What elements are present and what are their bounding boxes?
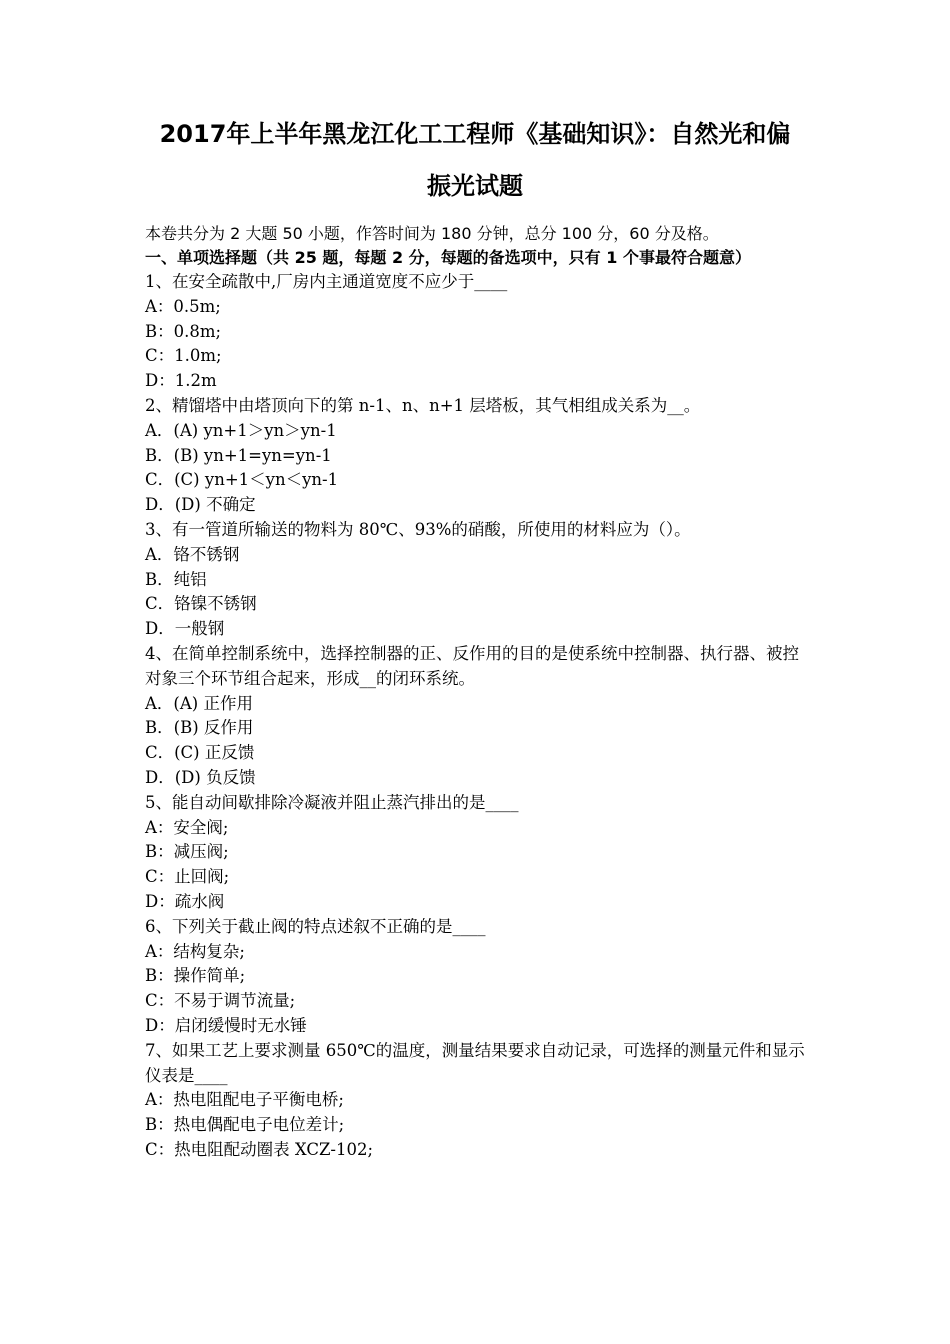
- question-option: A．(A) yn+1＞yn＞yn-1: [145, 420, 337, 440]
- question-4: [145, 642, 810, 791]
- question-option: C：止回阀;: [145, 867, 230, 887]
- question-option: B．(B) yn+1=yn=yn-1: [145, 445, 332, 465]
- question-stem: 5、能自动间歇排除冷凝液并阻止蒸汽排出的是____: [145, 792, 519, 812]
- question-option: A．铬不锈钢: [145, 544, 240, 564]
- section-heading: 一、单项选择题（共 25 题，每题 2 分，每题的备选项中，只有 1 个事最符合题意）: [145, 248, 751, 267]
- document-title-line-2: 振光试题: [427, 172, 523, 200]
- document-body: [145, 222, 810, 1163]
- question-stem: 1、在安全疏散中,厂房内主通道宽度不应少于____: [145, 272, 508, 291]
- question-option: B．(B) 反作用: [145, 718, 254, 738]
- question-stem: 4、在简单控制系统中，选择控制器的正、反作用的目的是使系统中控制器、执行器、被控对象三个环节组合起来，形成__的闭环系统。: [145, 643, 799, 688]
- exam-intro: 本卷共分为 2 大题 50 小题，作答时间为 180 分钟，总分 100 分，60 分及格。: [145, 224, 719, 243]
- question-stem: 7、如果工艺上要求测量 650℃的温度，测量结果要求自动记录，可选择的测量元件和显示仪表是____: [145, 1040, 805, 1085]
- question-7: [145, 1039, 810, 1163]
- question-option: D．一般钢: [145, 619, 225, 639]
- question-option: A．(A) 正作用: [145, 693, 253, 713]
- question-stem: 2、精馏塔中由塔顶向下的第 n-1、n、n+1 层塔板，其气相组成关系为__。: [145, 395, 701, 415]
- question-option: C．(C) 正反馈: [145, 743, 255, 763]
- question-6: [145, 915, 810, 1039]
- question-option: A：安全阀;: [145, 817, 229, 837]
- question-option: D：1.2m: [145, 371, 217, 391]
- question-option: B：0.8m;: [145, 321, 222, 341]
- question-option: C：1.0m;: [145, 346, 222, 366]
- question-5: [145, 791, 810, 915]
- question-option: C．铬镍不锈钢: [145, 594, 257, 614]
- question-option: A：热电阻配电子平衡电桥;: [145, 1090, 344, 1110]
- question-option: B．纯铝: [145, 569, 207, 589]
- document-title-line-1: 2017年上半年黑龙江化工工程师《基础知识》：自然光和偏: [159, 120, 791, 148]
- question-1: [145, 270, 810, 394]
- question-option: D：疏水阀: [145, 891, 225, 911]
- question-option: C：不易于调节流量;: [145, 991, 296, 1011]
- question-stem: 6、下列关于截止阀的特点述叙不正确的是____: [145, 916, 486, 936]
- question-option: D：启闭缓慢时无水锤: [145, 1015, 307, 1035]
- question-stem: 3、有一管道所输送的物料为 80℃、93%的硝酸，所使用的材料应为（）。: [145, 519, 691, 539]
- question-option: D．(D) 不确定: [145, 495, 256, 515]
- question-option: B：操作简单;: [145, 966, 246, 986]
- question-3: [145, 518, 810, 642]
- question-option: C：热电阻配动圈表 XCZ-102;: [145, 1139, 374, 1159]
- question-option: B：减压阀;: [145, 842, 229, 862]
- question-2: [145, 394, 810, 518]
- question-option: A：0.5m;: [145, 296, 221, 316]
- question-option: D．(D) 负反馈: [145, 767, 256, 787]
- question-option: C．(C) yn+1＜yn＜yn-1: [145, 470, 339, 490]
- question-option: B：热电偶配电子电位差计;: [145, 1115, 345, 1135]
- question-option: A：结构复杂;: [145, 941, 245, 961]
